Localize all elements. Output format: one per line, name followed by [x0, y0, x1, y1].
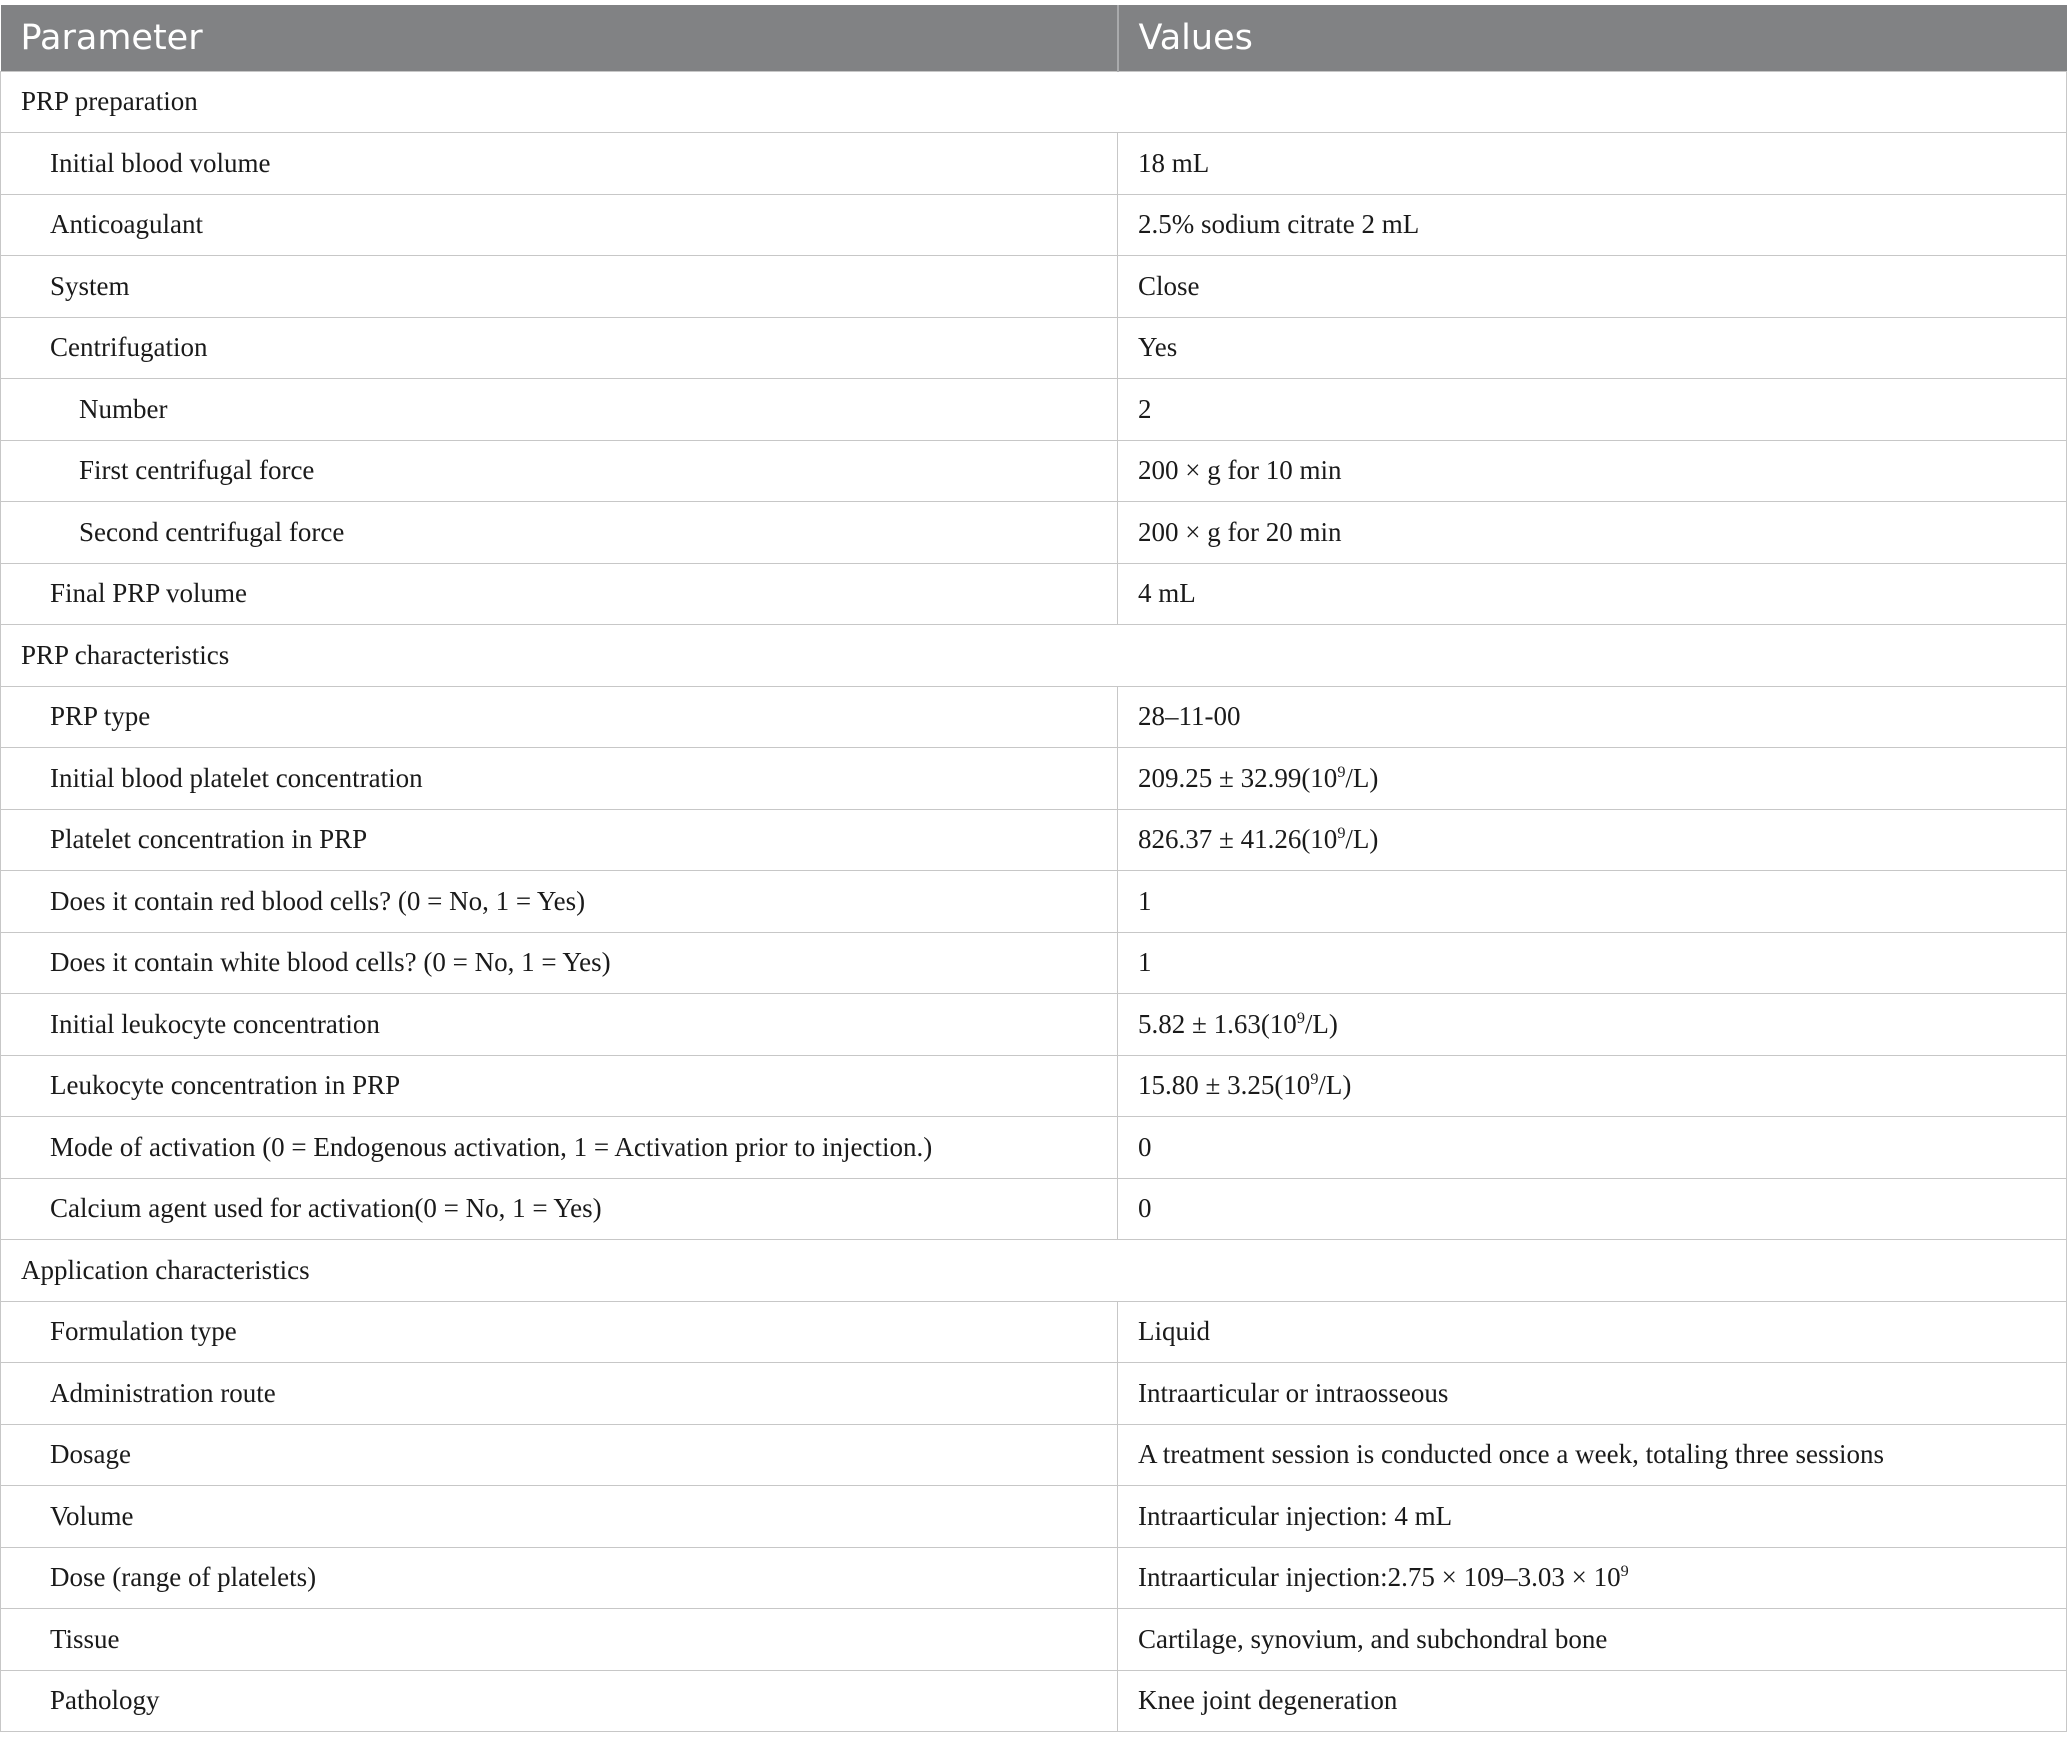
parameter-cell: Second centrifugal force: [1, 502, 1118, 564]
value-cell: 1: [1118, 871, 2067, 933]
value-cell: 28–11-00: [1118, 686, 2067, 748]
value-text: 15.80 ± 3.25(10: [1138, 1070, 1311, 1101]
parameter-table: [0, 5, 2067, 1732]
parameter-cell: Mode of activation (0 = Endogenous activation, 1 = Activation prior to injection.): [1, 1117, 1118, 1179]
table-row: [1, 440, 2067, 502]
value-cell: A treatment session is conducted once a week, totaling three sessions: [1118, 1424, 2067, 1486]
header-parameter: Parameter: [1, 5, 1118, 71]
value-text: 5.82 ± 1.63(10: [1138, 1008, 1297, 1039]
value-suffix: /L): [1345, 824, 1379, 855]
value-cell: [1118, 994, 2067, 1056]
table-header-row: [1, 5, 2067, 71]
value-cell: Intraarticular injection: 4 mL: [1118, 1486, 2067, 1548]
value-cell: 0: [1118, 1117, 2067, 1179]
parameter-cell: Volume: [1, 1486, 1118, 1548]
section-title: Application characteristics: [1, 1240, 2067, 1302]
table-row: [1, 1178, 2067, 1240]
table-row: [1, 1055, 2067, 1117]
value-cell: Liquid: [1118, 1301, 2067, 1363]
parameter-cell: Dosage: [1, 1424, 1118, 1486]
table-row: [1, 194, 2067, 256]
parameter-cell: Dose (range of platelets): [1, 1547, 1118, 1609]
value-cell: 200 × g for 20 min: [1118, 502, 2067, 564]
table-row: [1, 502, 2067, 564]
table-row: [1, 1486, 2067, 1548]
value-cell: [1118, 1547, 2067, 1609]
table-row: [1, 317, 2067, 379]
value-cell: 4 mL: [1118, 563, 2067, 625]
parameter-cell: Tissue: [1, 1609, 1118, 1671]
table-row: [1, 1547, 2067, 1609]
table-row: [1, 932, 2067, 994]
table-row: [1, 133, 2067, 195]
value-cell: 2.5% sodium citrate 2 mL: [1118, 194, 2067, 256]
value-cell: [1118, 1055, 2067, 1117]
parameter-cell: First centrifugal force: [1, 440, 1118, 502]
table-row: [1, 809, 2067, 871]
parameter-cell: Does it contain white blood cells? (0 = No, 1 = Yes): [1, 932, 1118, 994]
table-row: [1, 748, 2067, 810]
table-row: [1, 1609, 2067, 1671]
value-cell: 200 × g for 10 min: [1118, 440, 2067, 502]
value-cell: Cartilage, synovium, and subchondral bone: [1118, 1609, 2067, 1671]
value-text: 826.37 ± 41.26(10: [1138, 824, 1338, 855]
parameter-cell: Calcium agent used for activation(0 = No, 1 = Yes): [1, 1178, 1118, 1240]
table-row: [1, 1117, 2067, 1179]
value-superscript: 9: [1620, 1562, 1629, 1581]
table-row: [1, 994, 2067, 1056]
section-title: PRP preparation: [1, 71, 2067, 133]
section-title: PRP characteristics: [1, 625, 2067, 687]
value-cell: 0: [1118, 1178, 2067, 1240]
parameter-cell: Pathology: [1, 1670, 1118, 1732]
header-values: Values: [1118, 5, 2067, 71]
parameter-cell: Initial leukocyte concentration: [1, 994, 1118, 1056]
table-row: [1, 871, 2067, 933]
parameter-cell: Does it contain red blood cells? (0 = No, 1 = Yes): [1, 871, 1118, 933]
parameter-cell: Number: [1, 379, 1118, 441]
parameter-cell: PRP type: [1, 686, 1118, 748]
parameter-cell: Initial blood volume: [1, 133, 1118, 195]
value-suffix: /L): [1318, 1070, 1352, 1101]
section-row: [1, 71, 2067, 133]
parameter-cell: Anticoagulant: [1, 194, 1118, 256]
value-cell: 18 mL: [1118, 133, 2067, 195]
value-cell: [1118, 809, 2067, 871]
value-cell: Close: [1118, 256, 2067, 318]
value-cell: Intraarticular or intraosseous: [1118, 1363, 2067, 1425]
parameter-cell: Final PRP volume: [1, 563, 1118, 625]
table-row: [1, 686, 2067, 748]
parameter-cell: Platelet concentration in PRP: [1, 809, 1118, 871]
value-superscript: 9: [1337, 824, 1346, 843]
table-row: [1, 563, 2067, 625]
value-text: Intraarticular injection:2.75 × 109–3.03 × 10: [1138, 1562, 1621, 1593]
table-row: [1, 256, 2067, 318]
value-superscript: 9: [1310, 1070, 1319, 1089]
section-row: [1, 1240, 2067, 1302]
parameter-cell: Leukocyte concentration in PRP: [1, 1055, 1118, 1117]
value-superscript: 9: [1337, 762, 1346, 781]
parameter-cell: Centrifugation: [1, 317, 1118, 379]
section-row: [1, 625, 2067, 687]
table-row: [1, 1301, 2067, 1363]
table-row: [1, 1670, 2067, 1732]
table-row: [1, 379, 2067, 441]
value-suffix: /L): [1345, 762, 1379, 793]
parameter-table-container: [0, 5, 2066, 1732]
parameter-cell: Administration route: [1, 1363, 1118, 1425]
table-row: [1, 1424, 2067, 1486]
table-body: [1, 71, 2067, 1732]
table-row: [1, 1363, 2067, 1425]
parameter-cell: Formulation type: [1, 1301, 1118, 1363]
value-cell: 2: [1118, 379, 2067, 441]
value-cell: [1118, 748, 2067, 810]
parameter-cell: System: [1, 256, 1118, 318]
value-cell: Knee joint degeneration: [1118, 1670, 2067, 1732]
value-suffix: /L): [1304, 1008, 1338, 1039]
value-superscript: 9: [1296, 1008, 1305, 1027]
parameter-cell: Initial blood platelet concentration: [1, 748, 1118, 810]
value-cell: 1: [1118, 932, 2067, 994]
value-cell: Yes: [1118, 317, 2067, 379]
value-text: 209.25 ± 32.99(10: [1138, 762, 1338, 793]
